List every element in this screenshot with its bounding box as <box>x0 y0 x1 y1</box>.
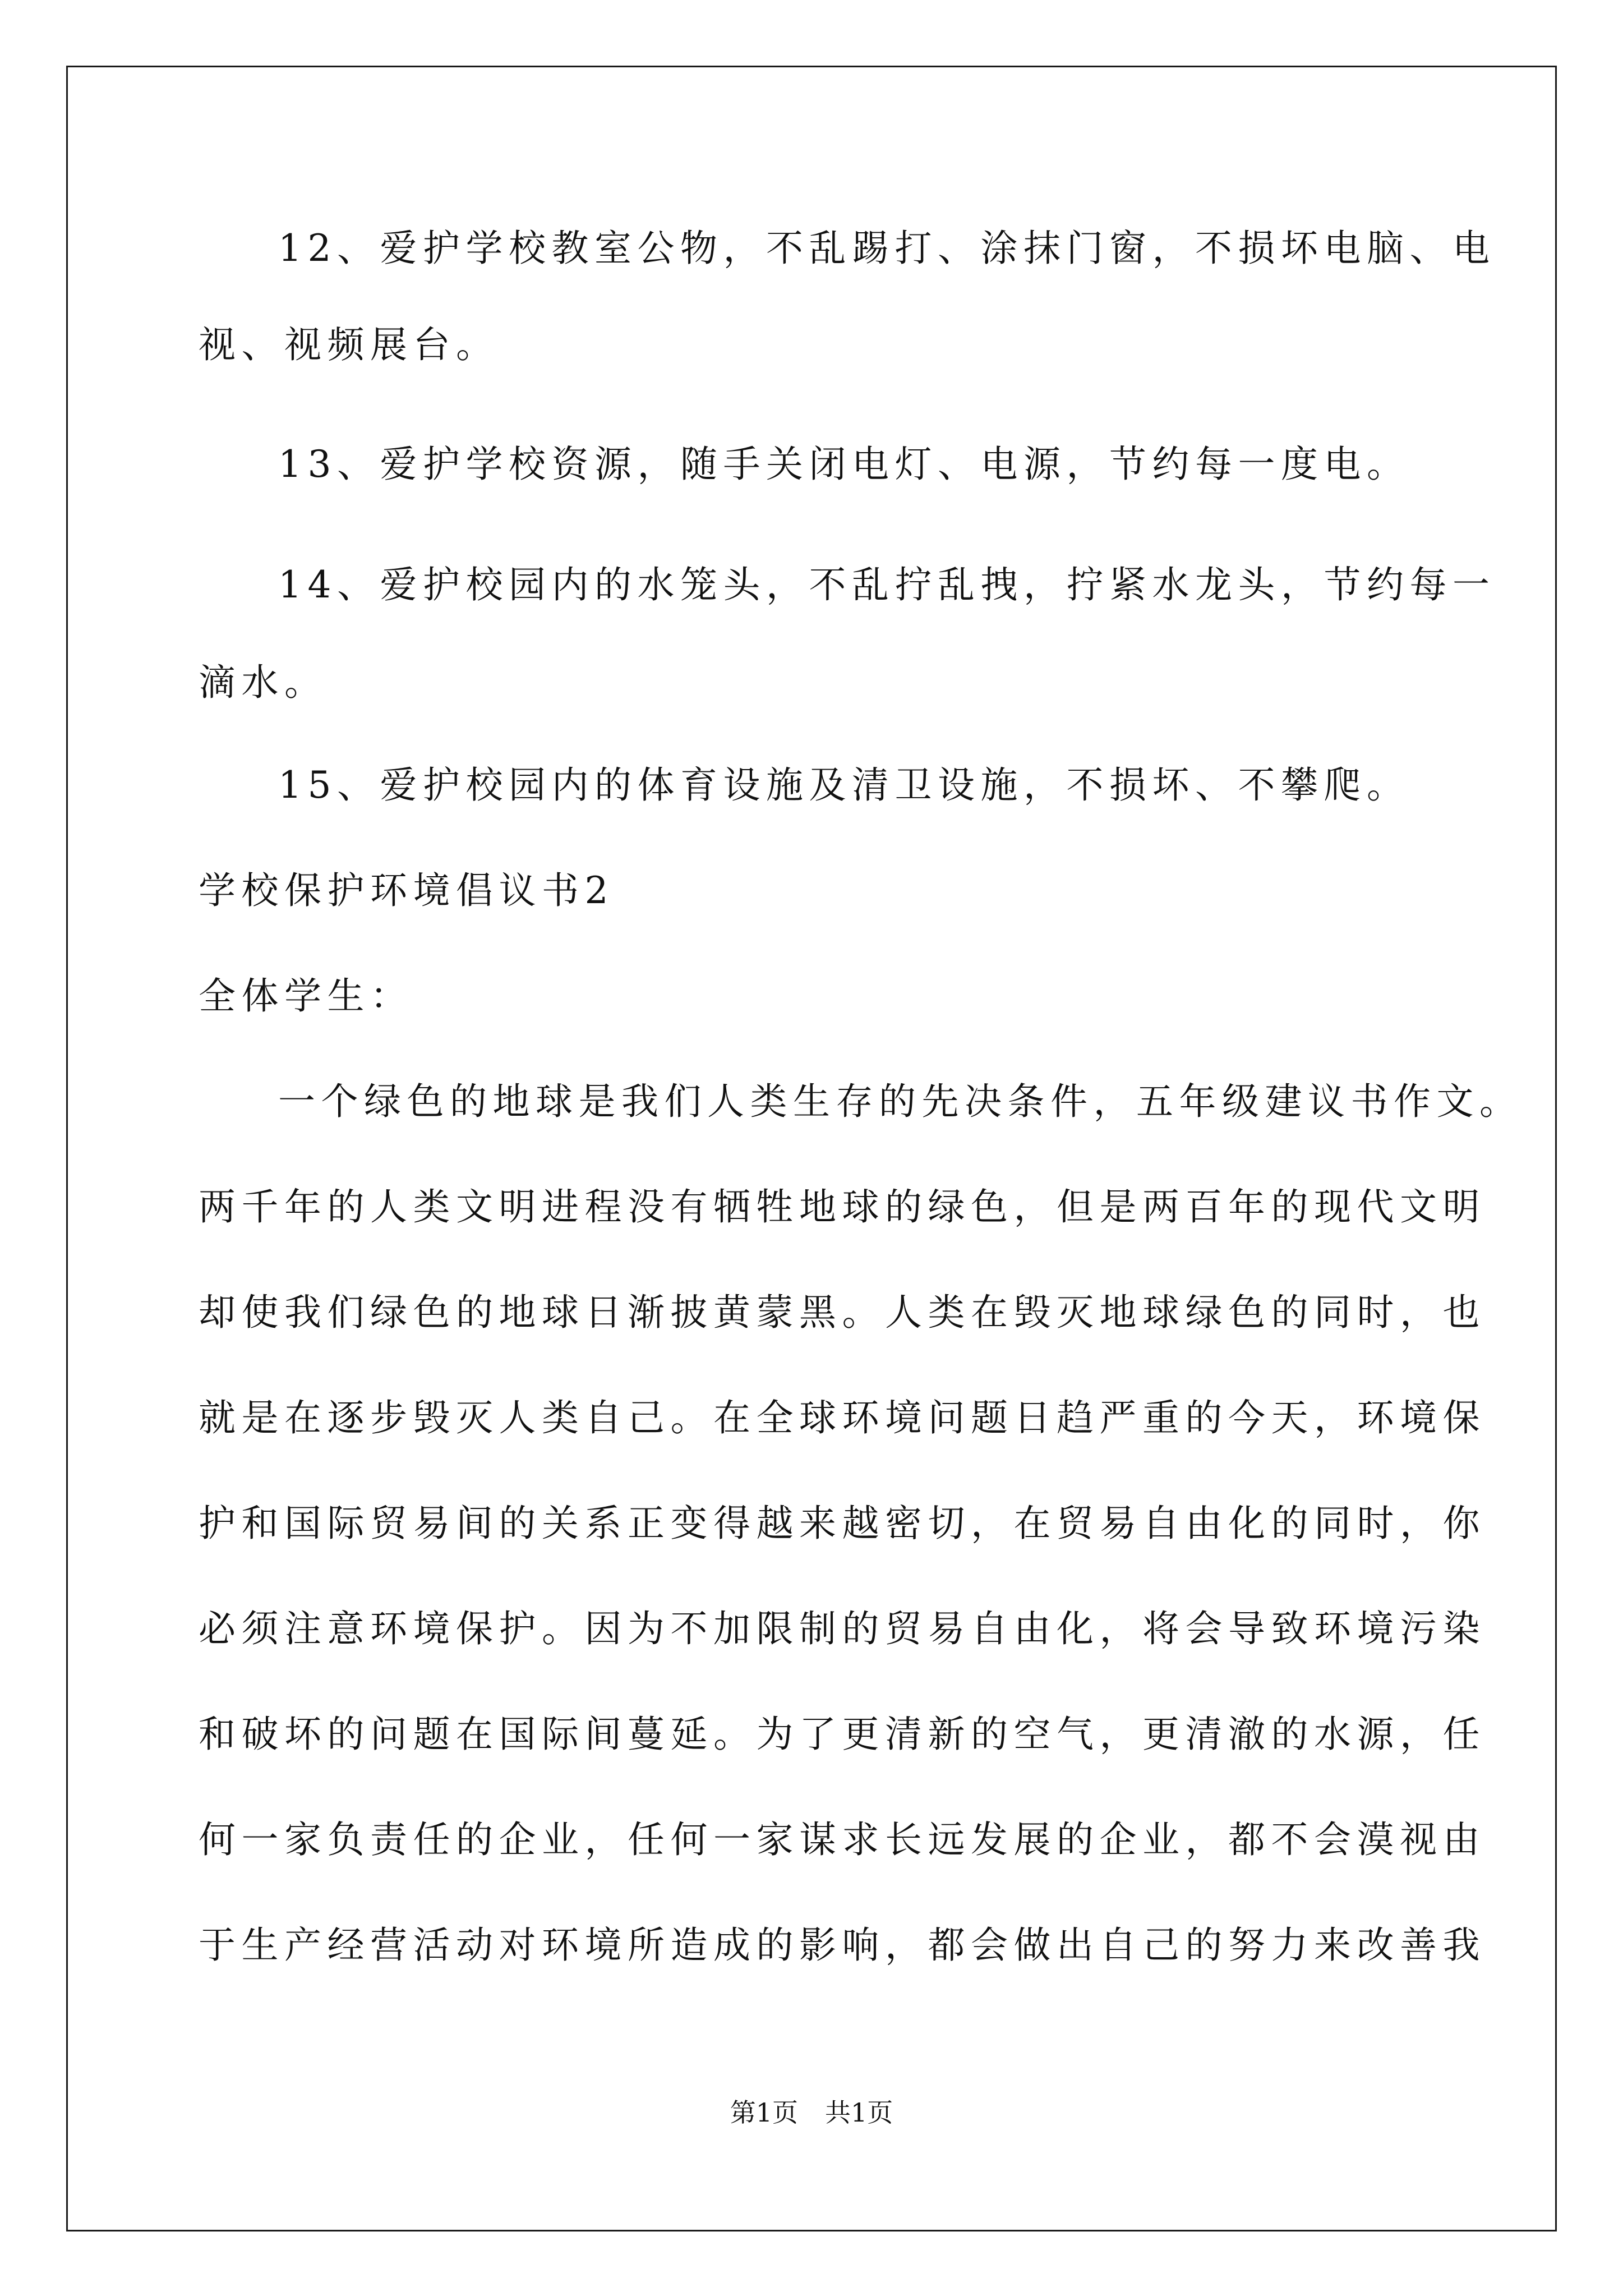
page-footer <box>0 2097 1623 2128</box>
salutation: 全体学生： <box>199 974 413 1018</box>
paragraph-line: 视、视频展台。 <box>199 323 499 366</box>
paragraph-line: 必须注意环境保护。因为不加限制的贸易自由化，将会导致环境污染 <box>199 1607 1486 1650</box>
page-number: 第1页 <box>730 2097 798 2128</box>
paragraph-line: 两千年的人类文明进程没有牺牲地球的绿色，但是两百年的现代文明 <box>199 1185 1486 1228</box>
paragraph-line: 就是在逐步毁灭人类自己。在全球环境问题日趋严重的今天，环境保 <box>199 1396 1486 1439</box>
paragraph-line: 于生产经营活动对环境所造成的影响，都会做出自己的努力来改善我 <box>199 1924 1486 1967</box>
paragraph-line: 14、爱护校园内的水笼头，不乱拧乱拽，拧紧水龙头，节约每一 <box>278 563 1496 606</box>
paragraph-line: 何一家负责任的企业，任何一家谋求长远发展的企业，都不会漠视由 <box>199 1818 1486 1861</box>
paragraph-line: 护和国际贸易间的关系正变得越来越密切，在贸易自由化的同时，你 <box>199 1502 1486 1545</box>
paragraph-line: 却使我们绿色的地球日渐披黄蒙黑。人类在毁灭地球绿色的同时，也 <box>199 1291 1486 1334</box>
section-heading: 学校保护环境倡议书2 <box>199 869 614 912</box>
paragraph-line: 13、爱护学校资源，随手关闭电灯、电源，节约每一度电。 <box>278 443 1410 486</box>
paragraph-line: 和破坏的问题在国际间蔓延。为了更清新的空气，更清澈的水源，任 <box>199 1713 1486 1756</box>
page-border <box>66 66 1557 2231</box>
paragraph-line: 滴水。 <box>199 661 328 704</box>
paragraph-line: 一个绿色的地球是我们人类生存的先决条件，五年级建议书作文。 <box>278 1080 1523 1123</box>
paragraph-line: 15、爱护校园内的体育设施及清卫设施，不损坏、不攀爬。 <box>278 763 1410 807</box>
paragraph-line: 12、爱护学校教室公物，不乱踢打、涂抹门窗，不损坏电脑、电 <box>278 227 1496 270</box>
page-total: 共1页 <box>825 2097 893 2128</box>
